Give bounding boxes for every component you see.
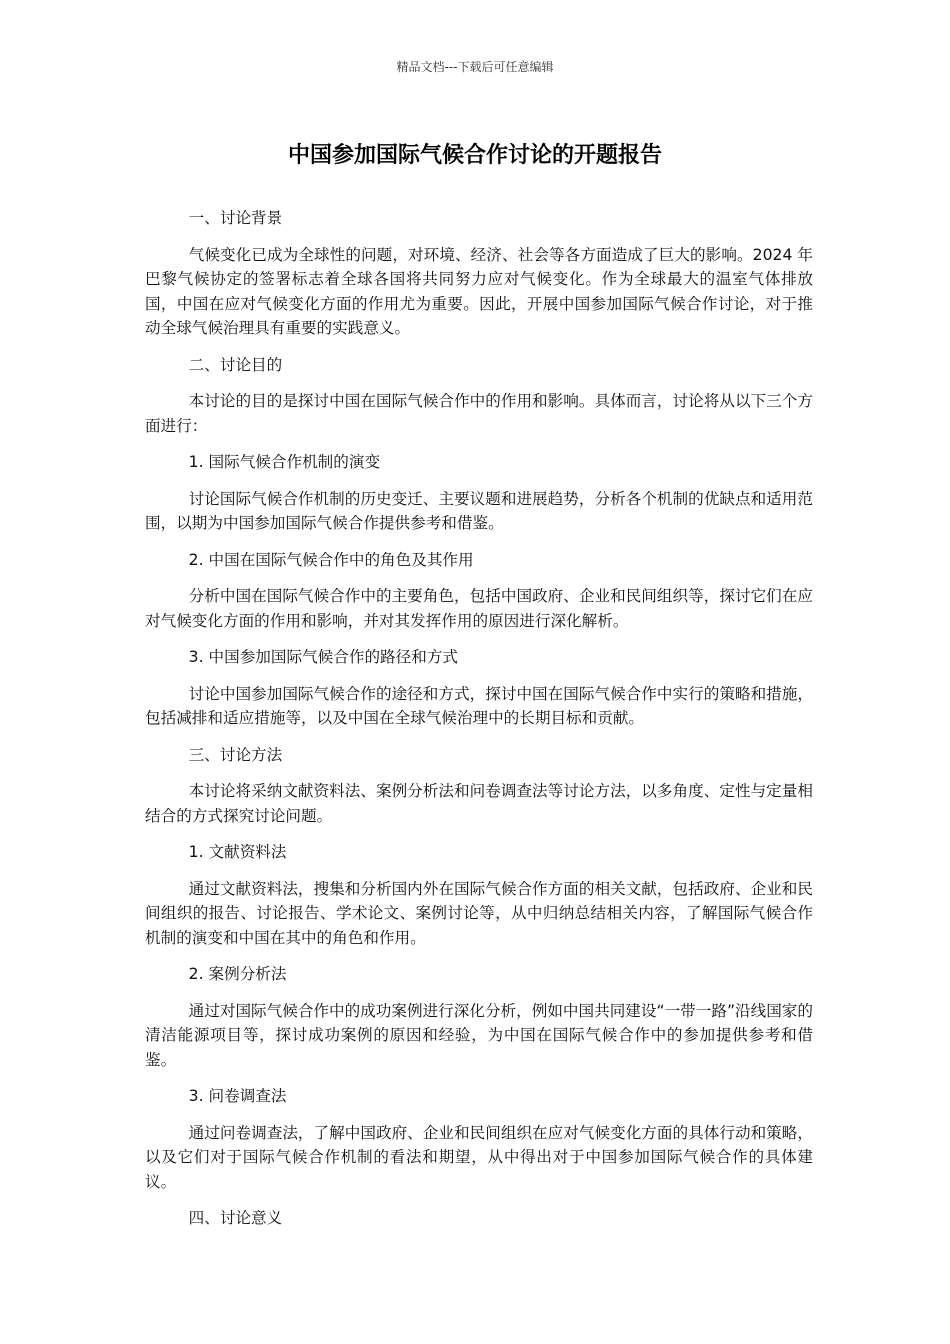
document-body xyxy=(145,206,813,1231)
subheading-literature-method: 1. 文献资料法 xyxy=(188,843,287,861)
section-heading-significance: 四、讨论意义 xyxy=(188,1209,283,1227)
section-heading-background: 一、讨论背景 xyxy=(188,209,283,227)
paragraph-questionnaire: 通过问卷调查法，了解中国政府、企业和民间组织在应对气候变化方面的具体行动和策略，以及它们对于国际气候合作机制的看法和期望，从中得出对于中国参加国际气候合作的具体建议。 xyxy=(145,1123,813,1191)
paragraph-background: 气候变化已成为全球性的问题，对环境、经济、社会等各方面造成了巨大的影响。2024 年巴黎气候协定的签署标志着全球各国将共同努力应对气候变化。作为全球最大的温室气体排放国，中国在应对气候变化方面的作用尤为重要。因此，开展中国参加国际气候合作讨论，对于推动全球气候治理具有重要的实践意义。 xyxy=(145,245,813,337)
subheading-case-analysis: 2. 案例分析法 xyxy=(188,965,287,983)
paragraph-path-and-approach: 讨论中国参加国际气候合作的途径和方式，探讨中国在国际气候合作中实行的策略和措施，包括减排和适应措施等，以及中国在全球气候治理中的长期目标和贡献。 xyxy=(145,684,813,727)
paragraph-literature-method: 通过文献资料法，搜集和分析国内外在国际气候合作方面的相关文献，包括政府、企业和民间组织的报告、讨论报告、学术论文、案例讨论等，从中归纳总结相关内容，了解国际气候合作机制的演变和中国在其中的角色和作用。 xyxy=(145,879,813,947)
paragraph-case-analysis: 通过对国际气候合作中的成功案例进行深化分析，例如中国共同建设“一带一路”沿线国家的清洁能源项目等，探讨成功案例的原因和经验，为中国在国际气候合作中的参加提供参考和借鉴。 xyxy=(145,1001,813,1069)
subheading-questionnaire: 3. 问卷调查法 xyxy=(188,1087,287,1105)
section-heading-methods: 三、讨论方法 xyxy=(188,745,283,764)
subheading-mechanism-evolution: 1. 国际气候合作机制的演变 xyxy=(188,453,381,471)
paragraph-mechanism-evolution: 讨论国际气候合作机制的历史变迁、主要议题和进展趋势，分析各个机制的优缺点和适用范围，以期为中国参加国际气候合作提供参考和借鉴。 xyxy=(145,489,813,532)
subheading-china-role: 2. 中国在国际气候合作中的角色及其作用 xyxy=(188,550,474,569)
paragraph-china-role: 分析中国在国际气候合作中的主要角色，包括中国政府、企业和民间组织等，探讨它们在应对气候变化方面的作用和影响，并对其发挥作用的原因进行深化解析。 xyxy=(145,587,813,630)
subheading-path-and-approach: 3. 中国参加国际气候合作的路径和方式 xyxy=(188,648,459,666)
section-heading-purpose: 二、讨论目的 xyxy=(188,355,283,374)
page-header: 精品文档---下载后可任意编辑 xyxy=(396,60,554,74)
paragraph-purpose: 本讨论的目的是探讨中国在国际气候合作中的作用和影响。具体而言，讨论将从以下三个方面进行： xyxy=(145,392,813,435)
paragraph-methods: 本讨论将采纳文献资料法、案例分析法和问卷调查法等讨论方法，以多角度、定性与定量相结合的方式探究讨论问题。 xyxy=(145,782,813,825)
document-title: 中国参加国际气候合作讨论的开题报告 xyxy=(287,143,662,168)
